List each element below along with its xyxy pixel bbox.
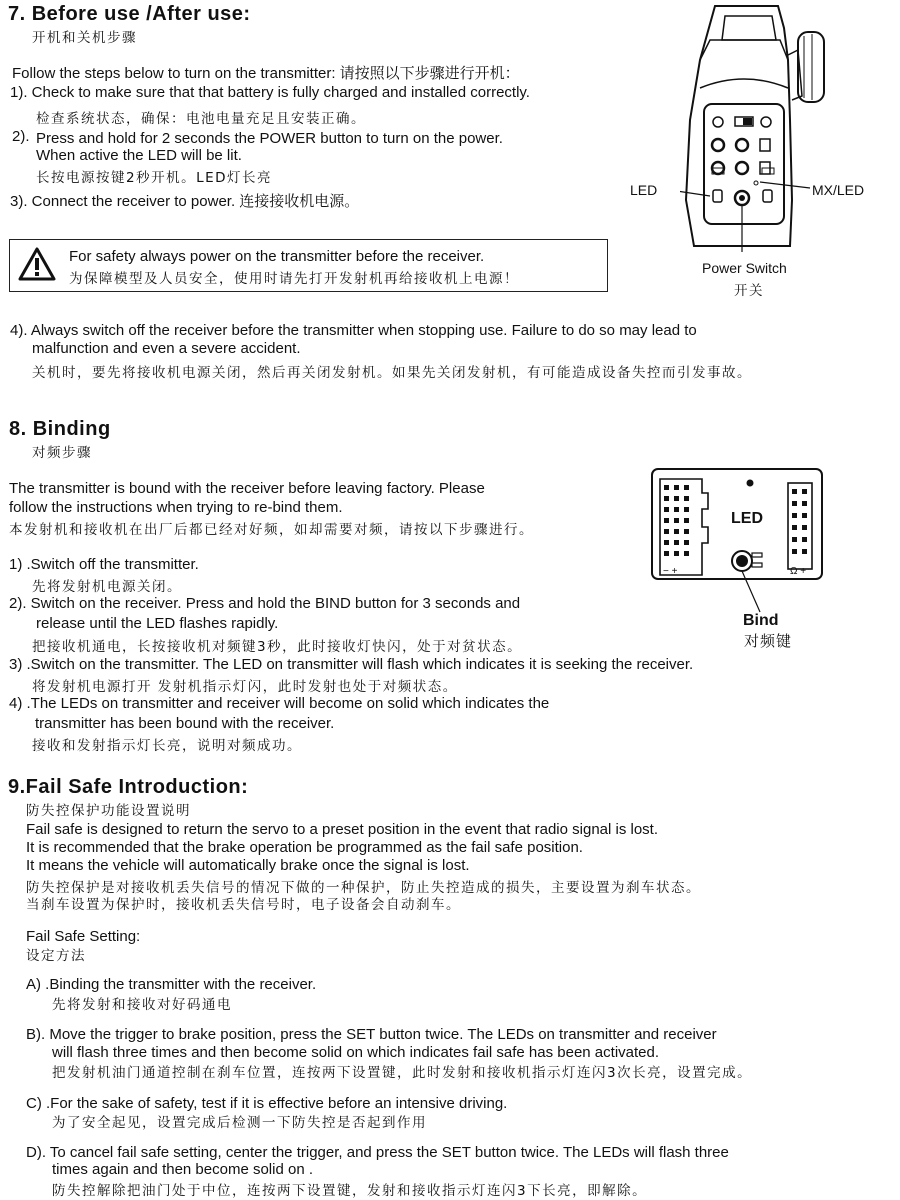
section-8-title: 8. Binding [9, 418, 111, 440]
warning-text-cn: 为保障模型及人员安全，使用时请先打开发射机再给接收机上电源！ [69, 271, 519, 287]
receiver-diagram [650, 467, 825, 617]
section-7-title: 7. Before use /After use: [8, 3, 251, 25]
s8-step3: 3) .Switch on the transmitter. The LED on transmitter will flash which indicates it is seeking the receiver. [9, 656, 694, 673]
s9-step-b-line2: will flash three times and then become solid on which indicates fail safe has been activated. [52, 1044, 660, 1061]
rx-polarity-label-left: − + [663, 566, 678, 577]
s7-step2: Press and hold for 2 seconds the POWER button to turn on the power. [36, 130, 503, 147]
s8-step3-cn: 将发射机电源打开 发射机指示灯闪，此时发射也处于对频状态。 [32, 679, 458, 695]
s9-step-a: A) .Binding the transmitter with the receiver. [26, 976, 317, 993]
s8-step2-line2: release until the LED flashes rapidly. [36, 615, 279, 632]
s9-para-line3: It means the vehicle will automatically brake once the signal is lost. [26, 857, 470, 874]
fail-safe-setting-heading: Fail Safe Setting: [26, 928, 141, 945]
s7-step3: 3). Connect the receiver to power. 连接接收机电源。 [10, 193, 360, 210]
s8-step1: 1) .Switch off the transmitter. [9, 556, 199, 573]
rx-led-label: LED [731, 510, 763, 527]
s8-step2-cn: 把接收机通电，长按接收机对频键3秒，此时接收灯快闪，处于对贫状态。 [32, 639, 523, 655]
tx-led-label: LED [630, 182, 658, 198]
section-8-subtitle: 对频步骤 [32, 445, 92, 461]
s9-step-b-cn: 把发射机油门通道控制在刹车位置，连按两下设置键，此时发射和接收机指示灯连闪3次长亮，设置完成。 [52, 1065, 753, 1081]
s8-step2: 2). Switch on the receiver. Press and hold the BIND button for 3 seconds and [9, 595, 521, 612]
transmitter-diagram [680, 0, 840, 252]
section-9-subtitle: 防失控保护功能设置说明 [26, 803, 191, 819]
warning-text: For safety always power on the transmitter before the receiver. [69, 248, 485, 265]
section-7-subtitle: 开机和关机步骤 [32, 30, 137, 46]
s9-step-d: D). To cancel fail safe setting, center the trigger, and press the SET button twice. The LEDs will flash three [26, 1144, 729, 1161]
bind-label: Bind [743, 612, 779, 629]
s9-para-cn2: 当刹车设置为保护时，接收机丢失信号时，电子设备会自动刹车。 [26, 897, 461, 913]
bind-label-cn: 对频键 [744, 632, 793, 650]
s7-step1: 1). Check to make sure that that battery is fully charged and installed correctly. [10, 84, 530, 101]
s8-step1-cn: 先将发射机电源关闭。 [32, 579, 182, 595]
s9-para-line1: Fail safe is designed to return the servo to a preset position in the event that radio signal is lost. [26, 821, 659, 838]
s9-step-d-line2: times again and then become solid on . [52, 1161, 313, 1178]
tx-mxled-label: MX/LED [812, 182, 865, 198]
s8-step4: 4) .The LEDs on transmitter and receiver will become on solid which indicates the [9, 695, 550, 712]
s7-step4-cn: 关机时，要先将接收机电源关闭，然后再关闭发射机。如果先关闭发射机，有可能造成设备失控而引发事故。 [32, 365, 752, 381]
s8-step4-line2: transmitter has been bound with the receiver. [35, 715, 335, 732]
s9-step-d-cn: 防失控解除把油门处于中位，连按两下设置键，发射和接收指示灯连闪3下长亮，即解除。 [52, 1183, 648, 1199]
s8-step4-cn: 接收和发射指示灯长亮，说明对频成功。 [32, 738, 302, 754]
s7-step4: 4). Always switch off the receiver before the transmitter when stopping use. Failure to do so may lead to [10, 322, 697, 339]
power-switch-label: Power Switch [702, 260, 787, 276]
power-switch-label-cn: 开关 [734, 283, 764, 299]
s7-step2-cn: 长按电源按键2秒开机。LED灯长亮 [36, 170, 273, 186]
s7-step4-line2: malfunction and even a severe accident. [32, 340, 301, 357]
s9-step-b: B). Move the trigger to brake position, press the SET button twice. The LEDs on transmitter and receiver [26, 1026, 717, 1043]
s8-intro-cn: 本发射机和接收机在出厂后都已经对好频，如却需要对频，请按以下步骤进行。 [9, 522, 534, 538]
s7-intro: Follow the steps below to turn on the transmitter: 请按照以下步骤进行开机： [12, 65, 520, 82]
s9-para-line2: It is recommended that the brake operation be programmed as the fail safe position. [26, 839, 583, 856]
s7-step2-line2: When active the LED will be lit. [36, 147, 242, 164]
s9-step-c-cn: 为了安全起见，设置完成后检测一下防失控是否起到作用 [52, 1115, 427, 1131]
s7-step1-cn: 检查系统状态，确保：电池电量充足且安装正确。 [36, 111, 366, 127]
s9-para-cn1: 防失控保护是对接收机丢失信号的情况下做的一种保护，防止失控造成的损失，主要设置为刹车状态。 [26, 880, 701, 896]
s9-step-c: C) .For the sake of safety, test if it is effective before an intensive driving. [26, 1095, 508, 1112]
s9-step-a-cn: 先将发射和接收对好码通电 [52, 997, 232, 1013]
rx-polarity-label-right: Ω + [790, 566, 807, 577]
s7-step2-num: 2). [12, 128, 30, 145]
s8-intro-line2: follow the instructions when trying to re-bind them. [9, 499, 343, 516]
section-9-title: 9.Fail Safe Introduction: [8, 776, 249, 798]
s8-intro: The transmitter is bound with the receiver before leaving factory. Please [9, 480, 485, 497]
fail-safe-setting-heading-cn: 设定方法 [26, 948, 86, 964]
warning-icon [17, 246, 57, 282]
